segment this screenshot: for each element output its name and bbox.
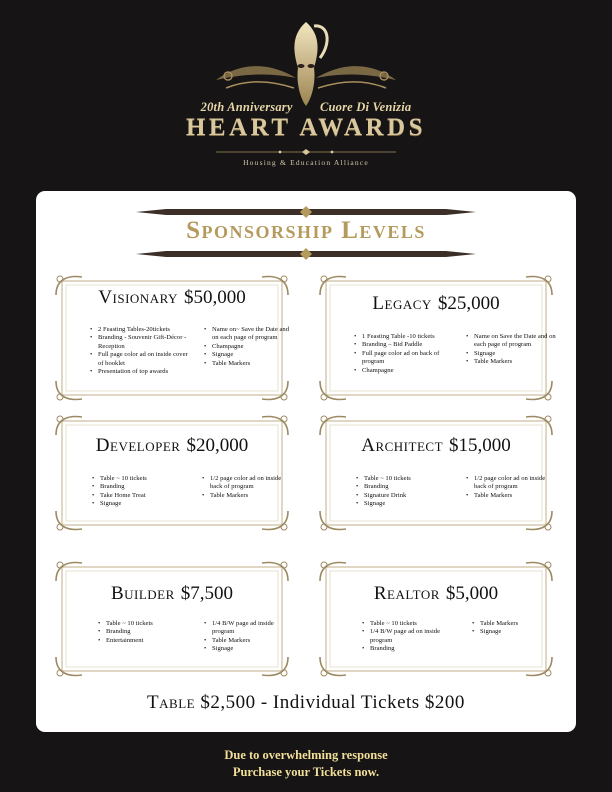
level-heading xyxy=(318,435,554,457)
header xyxy=(0,0,612,180)
scroll-flourish-icon xyxy=(54,413,290,533)
benefit-item: • Champagne xyxy=(362,367,456,375)
benefit-item: • Table ~ 10 tickets xyxy=(106,620,194,628)
benefit-list-left xyxy=(360,620,462,654)
level-price: $50,000 xyxy=(183,287,246,308)
level-name: Architect xyxy=(361,435,444,456)
level-name: Visionary xyxy=(98,287,178,308)
level-price: $15,000 xyxy=(449,435,511,456)
venetian-mask-icon xyxy=(206,18,406,110)
benefit-list-left xyxy=(90,475,192,509)
level-name: Realtor xyxy=(373,583,440,604)
benefit-item: • Branding - Souvenir Gift-Décor - Reception xyxy=(98,334,194,351)
benefit-list-left xyxy=(352,333,456,375)
benefit-item: • 1 Feasting Table -10 tickets xyxy=(362,333,456,341)
level-benefits xyxy=(352,333,558,375)
level-box-realtor xyxy=(318,559,554,679)
level-name: Legacy xyxy=(372,293,432,314)
level-price: $5,000 xyxy=(445,583,499,604)
benefit-item: • Branding xyxy=(364,483,456,491)
benefit-item: • Signage xyxy=(212,351,292,359)
benefit-item: • Signage xyxy=(480,628,546,636)
header-divider xyxy=(216,149,396,155)
benefit-item: • Entertainment xyxy=(106,637,194,645)
level-benefits xyxy=(354,475,554,509)
benefit-item: • Presentation of top awards xyxy=(98,368,194,376)
event-name: Cuore Di Venizia xyxy=(319,100,412,114)
benefit-item: • Table Markers xyxy=(480,620,546,628)
scroll-flourish-icon xyxy=(318,559,554,679)
level-box-visionary xyxy=(54,273,290,403)
benefit-list-right xyxy=(464,475,554,509)
benefit-item: • Table ~ 10 tickets xyxy=(100,475,192,483)
benefit-item: • Name on~ Save the Date and on each page of program xyxy=(212,326,292,343)
benefit-item: • Table Markers xyxy=(212,360,292,368)
benefit-list-right xyxy=(202,620,290,654)
benefit-item: • Branding xyxy=(370,645,462,653)
footer-line-1: Due to overwhelming response xyxy=(224,748,388,762)
benefit-list-left xyxy=(96,620,194,654)
level-heading xyxy=(54,287,290,309)
sponsorship-card xyxy=(36,191,576,732)
level-box-developer xyxy=(54,413,290,533)
level-benefits xyxy=(96,620,290,654)
level-benefits xyxy=(88,326,292,376)
benefit-item: • Table ~ 10 tickets xyxy=(370,620,462,628)
benefit-item: • Take Home Treat xyxy=(100,492,192,500)
level-box-builder xyxy=(54,559,290,679)
benefit-item: • Table ~ 10 tickets xyxy=(364,475,456,483)
level-heading xyxy=(54,583,290,605)
table-price: $2,500 xyxy=(200,692,256,713)
benefit-item: • Table Markers xyxy=(210,492,290,500)
benefit-item: • Name on Save the Date and on each page of program xyxy=(474,333,558,350)
benefit-item: • Table Markers xyxy=(474,492,554,500)
event-title: HEART AWARDS xyxy=(185,114,427,141)
banner-bar-bottom xyxy=(136,248,476,260)
level-price: $20,000 xyxy=(186,435,249,456)
benefit-item: • Signage xyxy=(474,350,558,358)
benefit-item: • 1/2 page color ad on inside back of program xyxy=(210,475,290,492)
level-heading xyxy=(54,435,290,457)
level-box-legacy xyxy=(318,273,554,403)
level-box-architect xyxy=(318,413,554,533)
level-heading xyxy=(318,293,554,315)
scroll-flourish-icon xyxy=(318,413,554,533)
level-heading xyxy=(318,583,554,605)
scroll-flourish-icon xyxy=(54,559,290,679)
anniversary-text: 20th Anniversary xyxy=(200,100,293,114)
benefit-list-right xyxy=(470,620,546,654)
benefit-item: • 1/4 B/W page ad on inside program xyxy=(370,628,462,645)
level-benefits xyxy=(90,475,290,509)
benefit-item: • Branding xyxy=(106,628,194,636)
footer-line-2: Purchase your Tickets now. xyxy=(232,765,380,779)
benefit-item: • 1/4 B/W page ad inside program xyxy=(212,620,290,637)
level-benefits xyxy=(360,620,546,654)
benefit-item: • 2 Feasting Tables-20tickets xyxy=(98,326,194,334)
benefit-item: • Full page color ad on back of program xyxy=(362,350,456,367)
benefit-item: • Table Markers xyxy=(474,358,558,366)
benefit-item: • Signage xyxy=(212,645,290,653)
benefit-item: • Full page color ad on inside cover of booklet xyxy=(98,351,194,368)
benefit-item: • Champagne xyxy=(212,343,292,351)
footer-cta xyxy=(0,747,612,781)
benefit-list-left xyxy=(88,326,194,376)
individual-tickets-price: Individual Tickets $200 xyxy=(272,692,465,713)
table-pricing-line xyxy=(36,692,576,714)
benefit-list-right xyxy=(202,326,292,376)
organization-name: Housing & Education Alliance xyxy=(243,158,369,167)
benefit-item: • Signage xyxy=(100,500,192,508)
benefit-list-left xyxy=(354,475,456,509)
level-name: Builder xyxy=(110,583,175,604)
benefit-item: • Signage xyxy=(364,500,456,508)
anniversary-line xyxy=(0,100,612,115)
benefit-item: • Branding xyxy=(100,483,192,491)
benefit-list-right xyxy=(200,475,290,509)
benefit-item: • 1/2 page color ad on inside back of program xyxy=(474,475,554,492)
level-price: $25,000 xyxy=(437,293,500,314)
level-name: Developer xyxy=(95,435,181,456)
table-label: Table xyxy=(147,692,196,713)
benefit-item: • Table Markers xyxy=(212,637,290,645)
table-separator: - xyxy=(260,692,268,713)
level-price: $7,500 xyxy=(180,583,234,604)
benefit-item: • Branding – Bid Paddle xyxy=(362,341,456,349)
benefit-list-right xyxy=(464,333,558,375)
benefit-item: • Signature Drink xyxy=(364,492,456,500)
sponsorship-levels-title: Sponsorship Levels xyxy=(186,217,426,244)
